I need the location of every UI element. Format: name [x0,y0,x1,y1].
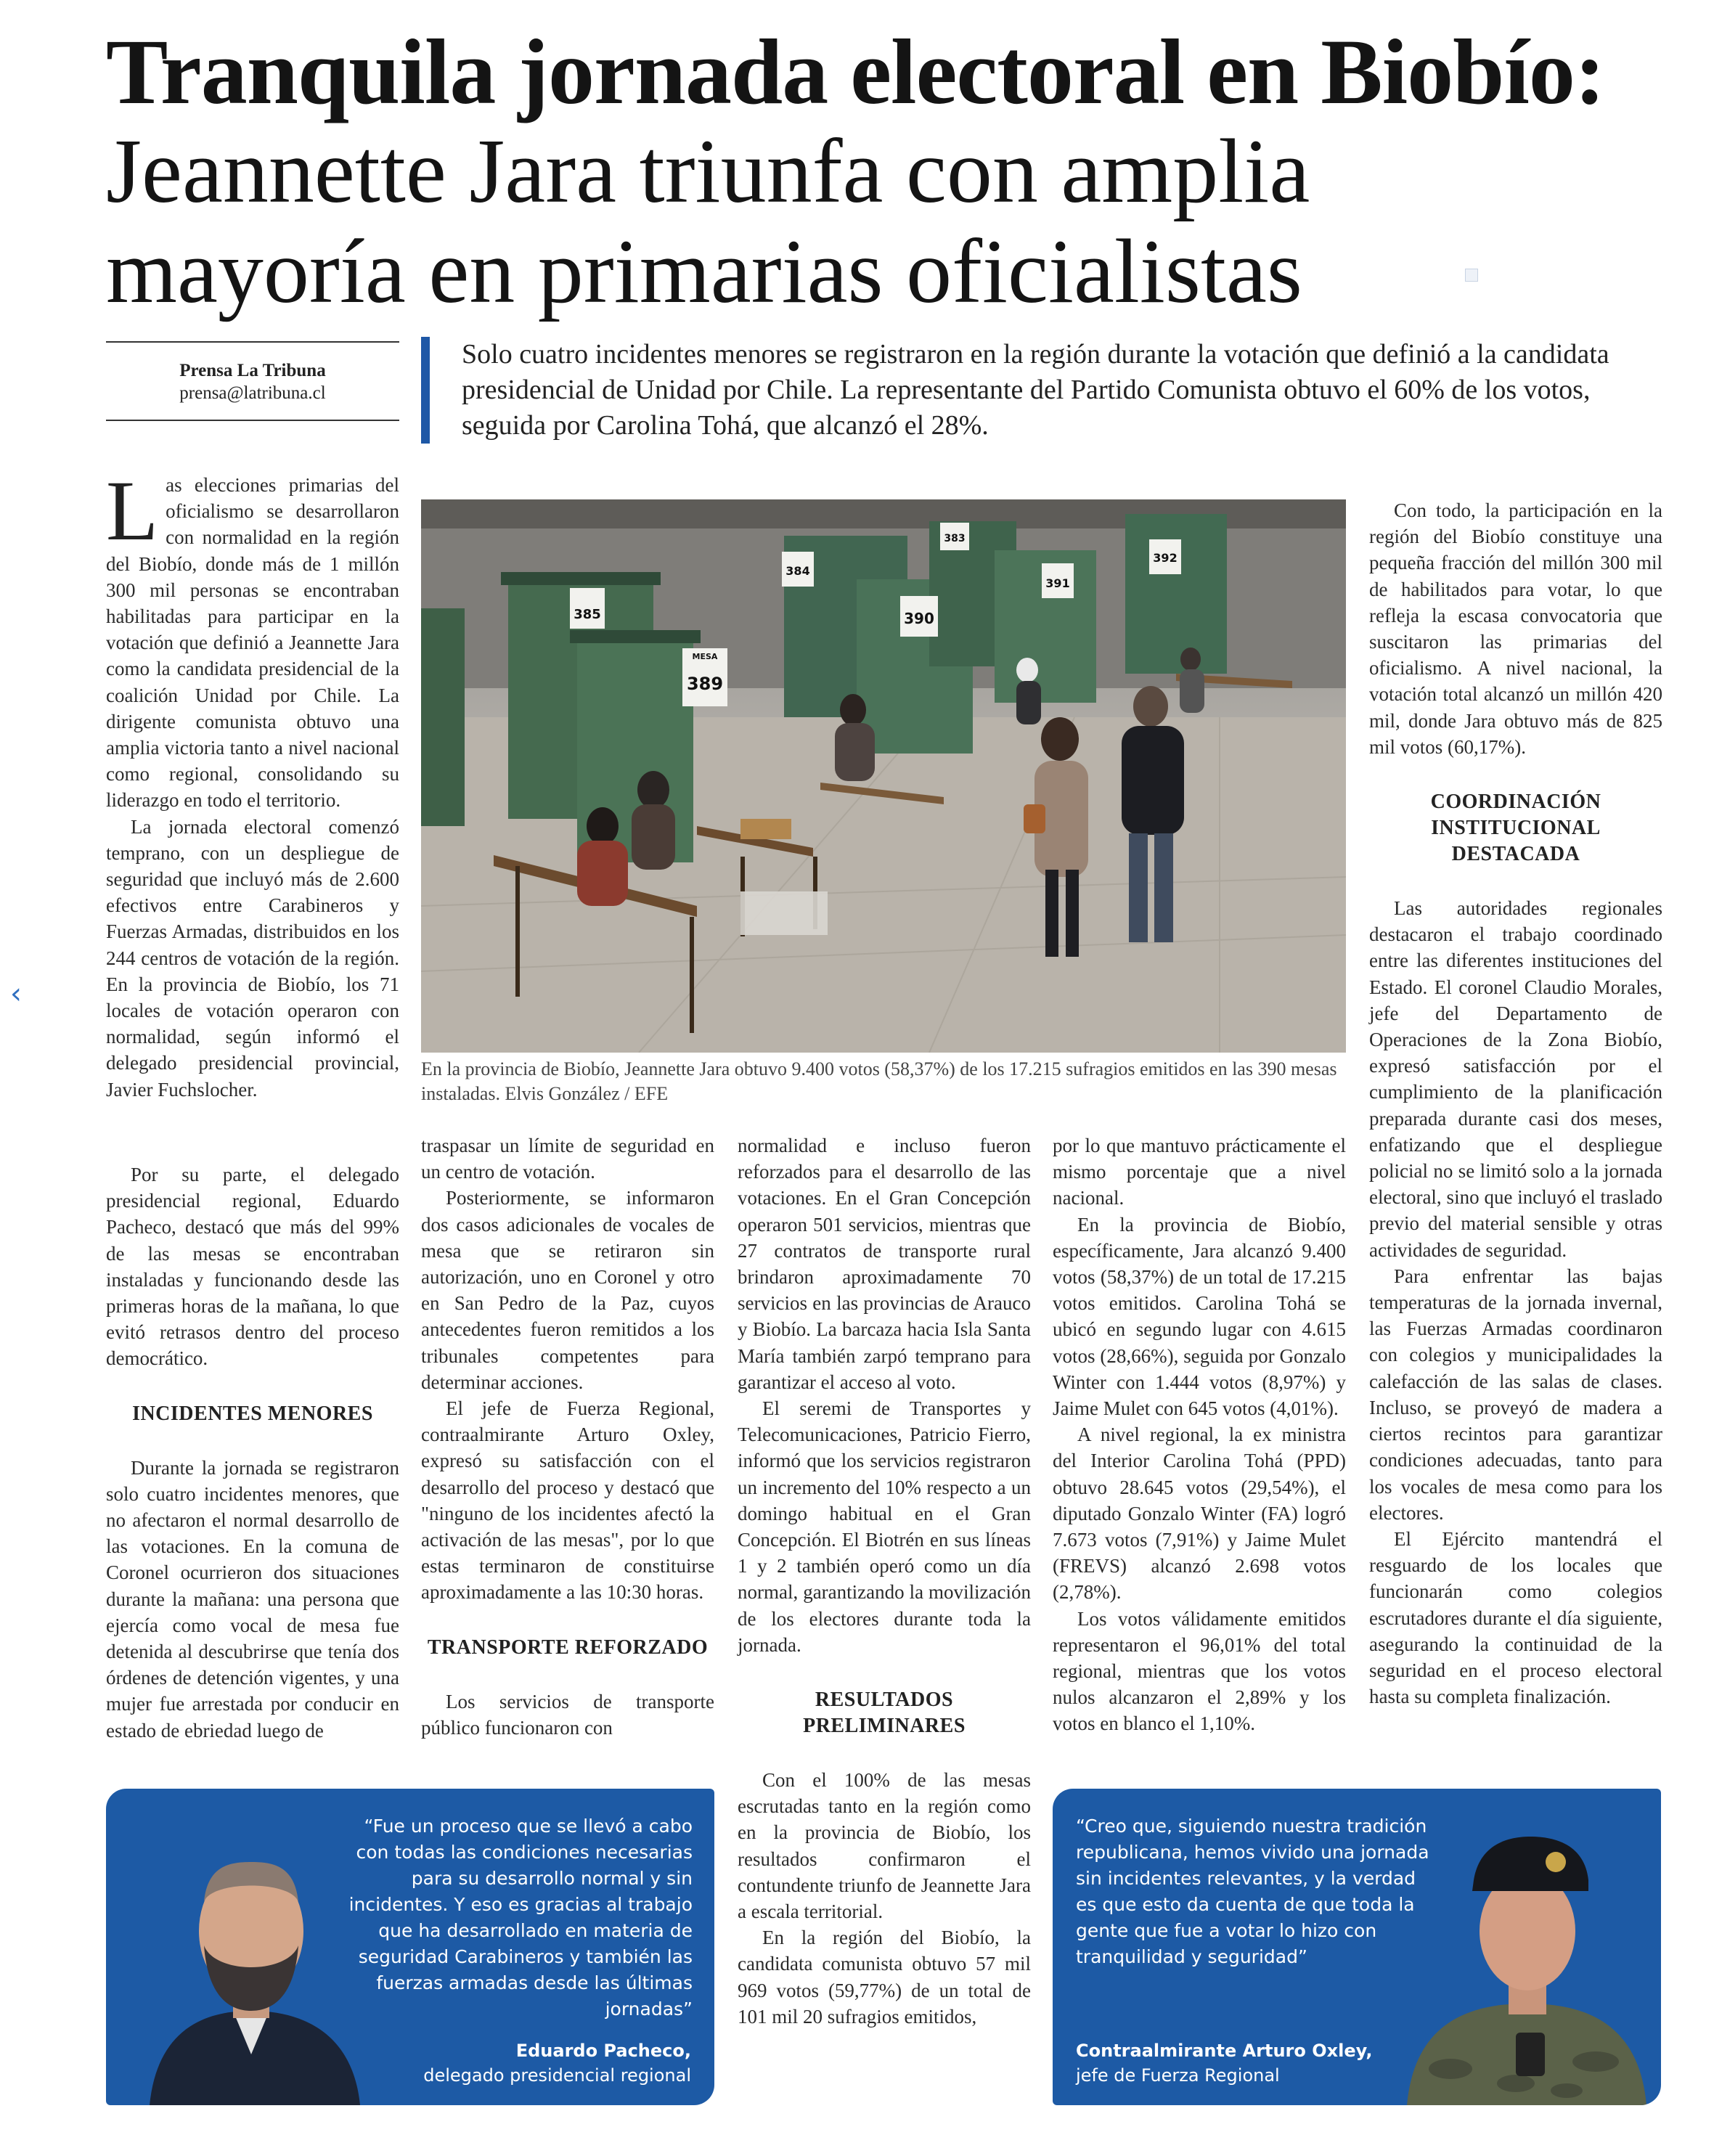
quote-box-oxley [1053,1789,1661,2105]
headline [106,22,1667,322]
mesa-sign-390: 390 [904,610,934,627]
mesa-sign-392: 392 [1153,551,1178,565]
paragraph-7: El jefe de Fuerza Regional, contraalmirante Arturo Oxley, expresó su satisfacción con el desarrollo del proceso y destacó que "ninguno de los incidentes afectó la activación de las mesas", por lo que estas terminaron de constituirse aproximadamente a las 10:30 horas. [421,1397,714,1604]
article-column-5 [1369,497,1662,1710]
quote-text-pacheco: “Fue un proceso que se llevó a cabo con todas las condiciones necesarias para su desarrollo normal y sin incidentes. Y eso es gracias al trabajo que ha desarrollado en materia de seguridad Carabineros y también las fuerzas armadas desde las últimas jornadas” [348,1816,693,2020]
article-column-4 [1053,1132,1346,1737]
paragraph-5: traspasar un límite de seguridad en un centro de votación. [421,1135,714,1183]
author-name: Prensa La Tribuna [179,361,326,380]
paragraph-1-text: as elecciones primarias del oficialismo se desarrollaron con normalidad en la región del Biobío, donde más de 1 millón 300 mil personas se encontraban habilitadas para participar en la votación que definió a Jeannette Jara como la candidata presidencial de la coalición Unidad por Chile. La dirigente comunista obtuvo una amplia victoria tanto a nivel nacional como regional, consolidando su liderazgo en todo el territorio. [106,474,399,812]
lead-paragraph: Solo cuatro incidentes menores se registraron en la región durante la votación que definió a la candidata presidencial de Unidad por Chile. La representante del Partido Comunista obtuvo el 60% de los votos, seguida por Carolina Tohá, que alcanzó el 28%. [421,337,1655,444]
paragraph-14: En la provincia de Biobío, específicamente, Jara alcanzó 9.400 votos (58,37%) de un total de 17.215 votos emitidos. Carolina Tohá se ubicó en segundo lugar con 4.615 votos (28,66%), seguida por Gonzalo Winter con 1.444 votos (8,97%) y Jaime Mulet con 645 votos (4,01%). [1053,1213,1346,1420]
paragraph-4: Durante la jornada se registraron solo cuatro incidentes menores, que no afectaron el normal desarrollo de las votaciones. En la comuna de Coronel ocurrieron dos situaciones durante la mañana: una persona que ejercía como vocal de mesa fue detenida al descubrirse que tenía dos órdenes de detención vigentes, y una mujer fue arrestada por conducir en estado de ebriedad luego de [106,1456,399,1741]
paragraph-2: La jornada electoral comenzó temprano, con un despliegue de seguridad que incluyó más de 2.600 efectivos entre Carabineros y Fuerzas Armadas, distribuidos en los 244 centros de votación de la región. En la provincia de Biobío, los 71 locales de votación operaron con normalidad, según informó el delegado presidencial provincial, Javier Fuchslocher. [106,815,399,1101]
byline [106,341,399,421]
quote-author-pacheco [423,2038,691,2088]
paragraph-19: Para enfrentar las bajas temperaturas de la jornada invernal, las Fuerzas Armadas coordinaron con colegios y municipalidades la calefacción de las salas de clases. Incluso, se proveyó de madera a ciertos recintos para garantizar condiciones adecuadas, tanto para los vocales de mesa como para los electores. [1369,1265,1662,1524]
quote-box-pacheco [106,1789,714,2105]
paragraph-10: El seremi de Transportes y Telecomunicaciones, Patricio Fierro, informó que los servicios registraron un incremento del 10% respecto a un domingo habitual en el Gran Concepción. El Biotrén en sus líneas 1 y 2 también operó como un día normal, garantizando la movilización de los electores durante toda la jornada. [738,1397,1031,1656]
paragraph-12: En la región del Biobío, la candidata comunista obtuvo 57 mil 969 votos (59,77%) de un total de 101 mil 20 sufragios emitidos, [738,1927,1031,2028]
subhead-coordinacion: COORDINACIÓN INSTITUCIONAL DESTACADA [1430,791,1601,866]
paragraph-8: Los servicios de transporte público funcionaron con [421,1690,714,1739]
subhead-incidentes: INCIDENTES MENORES [132,1402,373,1425]
paragraph-1 [106,463,399,814]
voting-photo [421,499,1346,1053]
headline-line-1: Tranquila jornada electoral en Biobío: [106,20,1605,123]
mesa-sign-391: 391 [1045,576,1070,590]
mesa-sign-384: 384 [785,564,810,578]
quote-author-name: Contraalmirante Arturo Oxley, [1076,2041,1373,2061]
paragraph-13: por lo que mantuvo prácticamente el mismo porcentaje que a nivel nacional. [1053,1135,1346,1209]
photo-caption: En la provincia de Biobío, Jeannette Jara obtuvo 9.400 votos (58,37%) de los 17.215 sufragios emitidos en las 390 mesas instaladas. Elvis González / EFE [421,1058,1337,1104]
subhead-transporte: TRANSPORTE REFORZADO [427,1636,709,1659]
paragraph-15: A nivel regional, la ex ministra del Interior Carolina Tohá (PPD) obtuvo 28.645 votos (29,54%), el diputado Gonzalo Winter (FA) logró 7.673 votos (7,91%) y Jaime Mulet (FREVS) alcanzó 2.698 votos (2,78%). [1053,1424,1346,1604]
paragraph-3: Por su parte, el delegado presidencial regional, Eduardo Pacheco, destacó que más del 99% de las mesas se encontraban instaladas y funcionando desde las primeras horas de la mañana, lo que evitó retrasos dentro del proceso democrático. [106,1164,399,1370]
mesa-sign-383: 383 [944,533,966,544]
article-column-1 [106,463,399,1103]
paragraph-20: El Ejército mantendrá el resguardo de los locales que funcionarán como colegios escrutadores durante el día siguiente, asegurando la continuidad de la seguridad en el proceso electoral hasta su completa finalización. [1369,1527,1662,1708]
subhead-resultados: RESULTADOS PRELIMINARES [803,1689,966,1738]
paragraph-17: Con todo, la participación en la región del Biobío constituye una pequeña fracción del millón 300 mil de habilitados para votar, lo que refleja la escasa convocatoria que suscitaron las primarias del oficialismo. A nivel nacional, la votación total alcanzó un millón 420 mil, donde Jara obtuvo más de 825 mil votos (60,17%). [1369,499,1662,758]
paragraph-6: Posteriormente, se informaron dos casos adicionales de vocales de mesa que se retiraron sin autorización, uno en Coronel y otro en San Pedro de la Paz, cuyos antecedentes fueron remitidos a los tribunales competentes para determinar acciones. [421,1187,714,1393]
headline-line-2: Jeannette Jara triunfa con amplia [106,121,1310,222]
chevron-left-icon[interactable]: ‹ [10,977,22,1010]
mesa-sign-385: 385 [574,607,601,622]
paragraph-11: Con el 100% de las mesas escrutadas tanto en la región como en la provincia de Biobío, los resultados confirmaron el contundente triunfo de Jeannette Jara a escala territorial. [738,1769,1031,1923]
headline-line-3: mayoría en primarias oficialistas [106,221,1302,322]
marker-icon [1465,269,1478,282]
article-column-1-lower [106,1161,399,1744]
quote-author-role: delegado presidencial regional [423,2065,691,2086]
mesa-sign-389: 389 [686,674,724,694]
paragraph-9: normalidad e incluso fueron reforzados para el desarrollo de las votaciones. En el Gran Concepción operaron 501 servicios, mientras que 27 contratos de transporte rural brindaron aproximadamente 70 servicios en las provincias de Arauco y Biobío. La barcaza hacia Isla Santa María también zarpó temprano para garantizar el acceso al voto. [738,1135,1031,1393]
portrait-oxley [1407,1793,1646,2105]
quote-author-name: Eduardo Pacheco, [515,2041,691,2061]
quote-text-oxley: “Creo que, siguiendo nuestra tradición republicana, hemos vivido una jornada sin incidentes relevantes, y la verdad es que esto da cuenta de que toda la gente que fue a votar lo hizo con tranquilidad y seguridad” [1076,1816,1429,1967]
quote-author-oxley [1076,2038,1373,2088]
paragraph-18: Las autoridades regionales destacaron el trabajo coordinado entre las diferentes instituciones del Estado. El coronel Claudio Morales, jefe del Departamento de Operaciones de la Zona Biobío, expresó satisfacción por el cumplimiento de la planificación preparada durante casi dos meses, enfatizando que el despliegue policial no se limitó solo a la jornada electoral, sino que incluyó el traslado previo del material sensible y otras actividades de seguridad. [1369,897,1662,1261]
author-email[interactable]: prensa@latribuna.cl [179,383,326,403]
article-column-3 [738,1132,1031,2030]
article-column-2 [421,1132,714,1741]
quote-author-role: jefe de Fuerza Regional [1076,2065,1280,2086]
mesa-word: MESA [692,652,718,661]
dropcap: L [106,463,159,558]
paragraph-16: Los votos válidamente emitidos representaron el 96,01% del total regional, mientras que los votos nulos alcanzaron el 2,89% y los votos en blanco el 1,10%. [1053,1607,1346,1735]
